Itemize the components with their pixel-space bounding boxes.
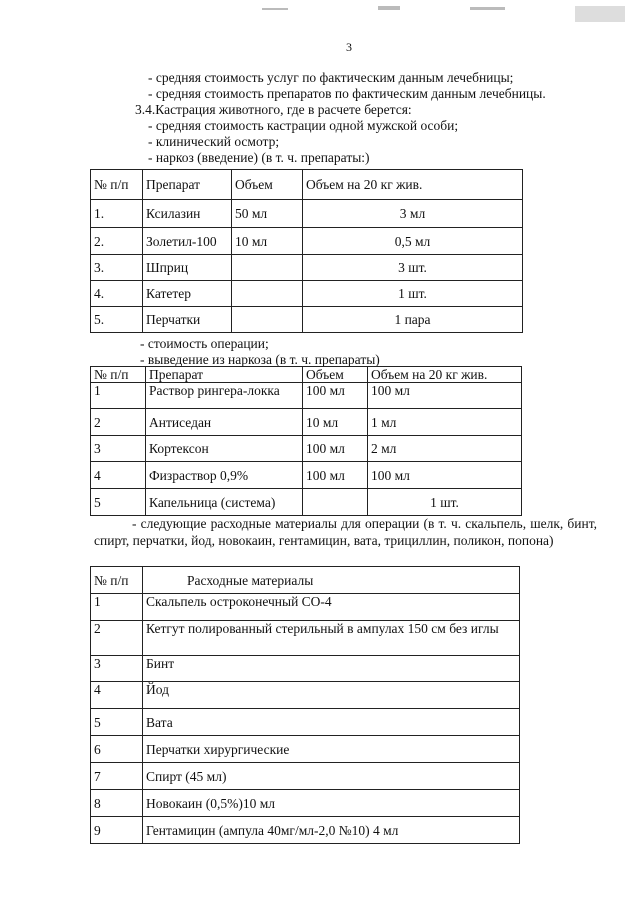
table-row bbox=[91, 594, 520, 621]
table-cell: 3. bbox=[91, 255, 143, 281]
table-cell bbox=[232, 307, 303, 333]
intro-line: - средняя стоимость препаратов по фактическим данным лечебницы. bbox=[148, 86, 546, 101]
text-line: - стоимость операции; bbox=[140, 336, 269, 351]
table-cell: 1 мл bbox=[368, 409, 522, 436]
table-cell: Шприц bbox=[143, 255, 232, 281]
table-cell: 0,5 мл bbox=[303, 228, 523, 255]
table-row bbox=[91, 462, 522, 489]
table-cell: 100 мл bbox=[368, 462, 522, 489]
materials-table bbox=[90, 566, 520, 844]
table-row bbox=[91, 682, 520, 709]
intro-line: - средняя стоимость услуг по фактическим данным лечебницы; bbox=[148, 70, 514, 85]
table-cell: Скальпель остроконечный СО-4 bbox=[143, 594, 520, 621]
table-cell: Новокаин (0,5%)10 мл bbox=[143, 790, 520, 817]
section-title: 3.4.Кастрация животного, где в расчете берется: bbox=[135, 102, 412, 117]
table-cell: Вата bbox=[143, 709, 520, 736]
table-cell: 2 bbox=[91, 621, 143, 656]
table-cell: Кортексон bbox=[146, 436, 303, 462]
table-row bbox=[91, 621, 520, 656]
table-row bbox=[91, 200, 523, 228]
page-number: 3 bbox=[346, 40, 352, 54]
table-row bbox=[91, 790, 520, 817]
table-row bbox=[91, 383, 522, 409]
table-cell: 1 шт. bbox=[303, 281, 523, 307]
table-row bbox=[91, 436, 522, 462]
table-cell: 10 мл bbox=[232, 228, 303, 255]
table-cell: 3 мл bbox=[303, 200, 523, 228]
table-cell: 100 мл bbox=[303, 383, 368, 409]
table-cell: Капельница (система) bbox=[146, 489, 303, 516]
table-row bbox=[91, 763, 520, 790]
table-cell: 6 bbox=[91, 736, 143, 763]
table-cell: Перчатки хирургические bbox=[143, 736, 520, 763]
table-cell: 1 шт. bbox=[368, 489, 522, 516]
table-header-row bbox=[91, 170, 523, 200]
table-header-row bbox=[91, 367, 522, 383]
table-cell: 100 мл bbox=[303, 436, 368, 462]
column-header: Объем bbox=[303, 367, 368, 383]
table-cell: 2 мл bbox=[368, 436, 522, 462]
table-cell bbox=[232, 255, 303, 281]
table-cell: 4 bbox=[91, 462, 146, 489]
table-cell: 5. bbox=[91, 307, 143, 333]
column-header: Расходные материалы bbox=[143, 567, 520, 594]
table-cell: 50 мл bbox=[232, 200, 303, 228]
table-cell: Антиседан bbox=[146, 409, 303, 436]
column-header: № п/п bbox=[91, 567, 143, 594]
scan-artifact bbox=[575, 6, 625, 22]
table-row bbox=[91, 736, 520, 763]
scan-artifact bbox=[470, 7, 505, 10]
table-cell: 9 bbox=[91, 817, 143, 844]
table-row bbox=[91, 281, 523, 307]
table-header-row bbox=[91, 567, 520, 594]
table-row bbox=[91, 255, 523, 281]
column-header: Объем bbox=[232, 170, 303, 200]
table-cell: 2 bbox=[91, 409, 146, 436]
table-cell: 1. bbox=[91, 200, 143, 228]
table-cell: Спирт (45 мл) bbox=[143, 763, 520, 790]
scan-artifact bbox=[378, 6, 400, 10]
table-cell: 3 bbox=[91, 656, 143, 682]
table-cell bbox=[303, 489, 368, 516]
table-cell: 10 мл bbox=[303, 409, 368, 436]
column-header: № п/п bbox=[91, 170, 143, 200]
table-cell: Катетер bbox=[143, 281, 232, 307]
column-header: Препарат bbox=[143, 170, 232, 200]
anesthesia-table bbox=[90, 169, 523, 333]
table-cell: 3 bbox=[91, 436, 146, 462]
scan-artifact bbox=[262, 8, 288, 10]
table-cell: 1 bbox=[91, 594, 143, 621]
table-cell: Йод bbox=[143, 682, 520, 709]
table-row bbox=[91, 409, 522, 436]
table-cell: Бинт bbox=[143, 656, 520, 682]
table-row bbox=[91, 489, 522, 516]
table-cell: 2. bbox=[91, 228, 143, 255]
table-row bbox=[91, 709, 520, 736]
column-header: № п/п bbox=[91, 367, 146, 383]
table-row bbox=[91, 656, 520, 682]
table-cell: Ксилазин bbox=[143, 200, 232, 228]
table-row bbox=[91, 817, 520, 844]
section-item: - средняя стоимость кастрации одной мужской особи; bbox=[148, 118, 459, 133]
table-cell bbox=[232, 281, 303, 307]
table-cell: Физраствор 0,9% bbox=[146, 462, 303, 489]
table-cell: 100 мл bbox=[368, 383, 522, 409]
text-line: - выведение из наркоза (в т. ч. препараты) bbox=[140, 352, 380, 367]
recovery-table bbox=[90, 366, 522, 516]
table-cell: 3 шт. bbox=[303, 255, 523, 281]
column-header: Объем на 20 кг жив. bbox=[303, 170, 523, 200]
section-item: - наркоз (введение) (в т. ч. препараты:) bbox=[148, 150, 370, 165]
table-cell: Золетил-100 bbox=[143, 228, 232, 255]
column-header: Объем на 20 кг жив. bbox=[368, 367, 522, 383]
table-row bbox=[91, 228, 523, 255]
table-cell: Раствор рингера-локка bbox=[146, 383, 303, 409]
column-header: Препарат bbox=[146, 367, 303, 383]
table-cell: 100 мл bbox=[303, 462, 368, 489]
table-cell: 4. bbox=[91, 281, 143, 307]
section-item: - клинический осмотр; bbox=[148, 134, 280, 149]
table-cell: Перчатки bbox=[143, 307, 232, 333]
table-cell: 5 bbox=[91, 709, 143, 736]
table-cell: Кетгут полированный стерильный в ампулах 150 см без иглы bbox=[143, 621, 520, 656]
table-row bbox=[91, 307, 523, 333]
table-cell: 5 bbox=[91, 489, 146, 516]
table-cell: 1 bbox=[91, 383, 146, 409]
table-cell: 8 bbox=[91, 790, 143, 817]
materials-intro: - следующие расходные материалы для операции (в т. ч. скальпель, шелк, бинт, спирт, перчатки, йод, новокаин, гентамицин, вата, трициллин, поликон, попона) bbox=[94, 516, 597, 548]
table-cell: 4 bbox=[91, 682, 143, 709]
table-cell: 7 bbox=[91, 763, 143, 790]
table-cell: 1 пара bbox=[303, 307, 523, 333]
table-cell: Гентамицин (ампула 40мг/мл-2,0 №10) 4 мл bbox=[143, 817, 520, 844]
